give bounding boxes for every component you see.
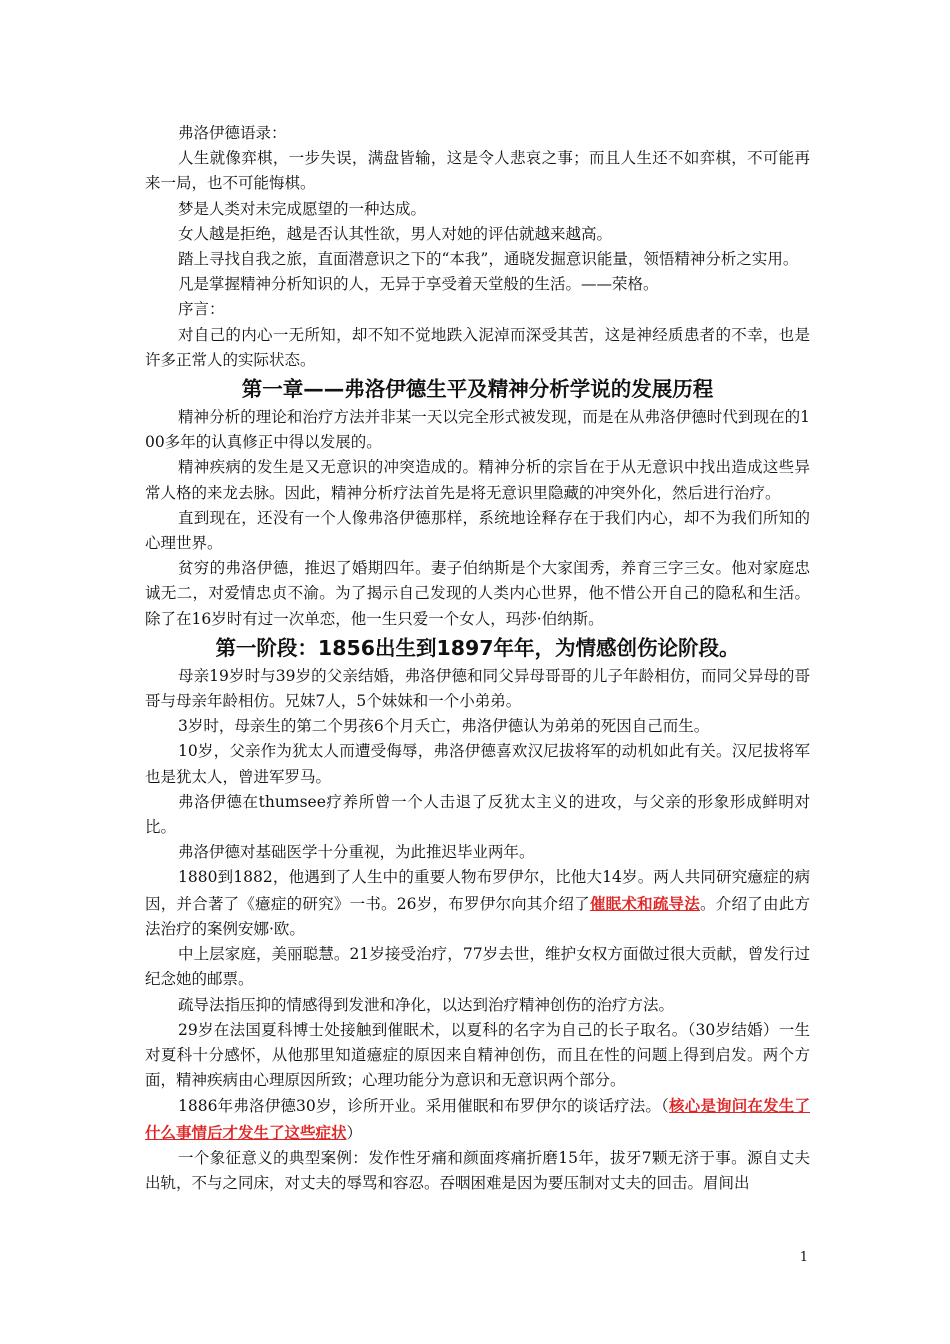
body-paragraph: 一个象征意义的典型案例：发作性牙痛和颜面疼痛折磨15年，拔牙7颗无济于事。源自丈夫出轨，不与之同床，对丈夫的辱骂和容忍。吞咽困难是因为要压制对丈夫的回击。眉间出 bbox=[145, 1148, 810, 1192]
quote-paragraph: 人生就像弈棋，一步失误，满盘皆输，这是令人悲哀之事；而且人生还不如弈棋，不可能再来一局，也不可能悔棋。 bbox=[145, 149, 810, 193]
body-paragraph: 3岁时，母亲生的第二个男孩6个月夭亡，弗洛伊德认为弟弟的死因自己而生。 bbox=[178, 717, 710, 736]
quote-heading: 弗洛伊德语录： bbox=[178, 124, 287, 142]
page-number: 1 bbox=[799, 1250, 808, 1265]
body-paragraph: 中上层家庭，美丽聪慧。21岁接受治疗，77岁去世，维护女权方面做过很大贡献，曾发行过纪念她的邮票。 bbox=[145, 945, 810, 989]
text-run: 1880到1882，他遇到了人生中的重要人物布罗伊尔，比他大14岁。两人共同研究癔症的病因，并合著了《癔症的研究》一书。26岁，布罗伊尔向其介绍了 bbox=[145, 868, 810, 913]
body-paragraph: 疏导法指压抑的情感得到发泄和净化，以达到治疗精神创伤的治疗方法。 bbox=[178, 995, 675, 1014]
body-paragraph-with-highlight bbox=[145, 1093, 810, 1145]
body-paragraph: 29岁在法国夏科博士处接触到催眠术，以夏科的名字为自己的长子取名。（30岁结婚）一生对夏科十分感怀，从他那里知道癔症的原因来自精神创伤，而且在性的问题上得到启发。两个方面，精神疾病由心理原因所致；心理功能分为意识和无意识两个部分。 bbox=[145, 1020, 810, 1090]
text-run: ） bbox=[346, 1123, 363, 1142]
quote-paragraph: 踏上寻找自我之旅，直面潜意识之下的“本我”，通晓发掘意识能量，领悟精神分析之实用。 bbox=[178, 250, 799, 269]
body-paragraph: 精神分析的理论和治疗方法并非某一天以完全形式被发现，而是在从弗洛伊德时代到现在的100多年的认真修正中得以发展的。 bbox=[145, 408, 810, 452]
stage-heading: 第一阶段：1856出生到1897年年，为情感创伤论阶段。 bbox=[215, 635, 740, 660]
body-paragraph: 弗洛伊德对基础医学十分重视，为此推迟毕业两年。 bbox=[178, 843, 535, 862]
body-paragraph: 弗洛伊德在thumsee疗养所曾一个人击退了反犹太主义的进攻，与父亲的形象形成鲜明对比。 bbox=[145, 792, 810, 837]
document-body bbox=[145, 121, 810, 1196]
body-paragraph: 10岁，父亲作为犹太人而遭受侮辱，弗洛伊德喜欢汉尼拔将军的动机如此有关。汉尼拔将军也是犹太人，曾进军罗马。 bbox=[145, 742, 810, 786]
body-paragraph: 精神疾病的发生是又无意识的冲突造成的。精神分析的宗旨在于从无意识中找出造成这些异常人格的来龙去脉。因此，精神分析疗法首先是将无意识里隐藏的冲突外化，然后进行治疗。 bbox=[145, 458, 810, 502]
body-paragraph-with-highlight bbox=[145, 865, 810, 942]
quote-paragraph: 凡是掌握精神分析知识的人，无异于享受着天堂般的生活。——荣格。 bbox=[178, 275, 659, 294]
text-run: 1886年弗洛伊德30岁，诊所开业。采用催眠和布罗伊尔的谈话疗法。（ bbox=[178, 1097, 669, 1116]
body-paragraph: 母亲19岁时与39岁的父亲结婚，弗洛伊德和同父异母哥哥的儿子年龄相仿，而同父异母的哥哥与母亲年龄相仿。兄妹7人，5个妹妹和一个小弟弟。 bbox=[145, 666, 810, 711]
highlighted-term: 核心是询问在发生了什么事情后才发生了这些症状 bbox=[145, 1096, 810, 1142]
quote-paragraph: 梦是人类对未完成愿望的一种达成。 bbox=[178, 199, 427, 218]
quote-paragraph: 女人越是拒绝，越是否认其性欲，男人对她的评估就越来越高。 bbox=[178, 224, 613, 243]
chapter-heading: 第一章——弗洛伊德生平及精神分析学说的发展历程 bbox=[241, 377, 714, 402]
highlighted-term: 催眠术和疏导法 bbox=[589, 893, 701, 913]
body-paragraph: 直到现在，还没有一个人像弗洛伊德那样，系统地诠释存在于我们内心，却不为我们所知的心理世界。 bbox=[145, 508, 810, 553]
preface-paragraph: 对自己的内心一无所知，却不知不觉地跌入泥淖而深受其苦，这是神经质患者的不幸，也是许多正常人的实际状态。 bbox=[145, 325, 810, 369]
preface-heading: 序言： bbox=[178, 300, 225, 319]
text-run: 。介绍了由此方法治疗的案例安娜·欧。 bbox=[145, 894, 810, 938]
body-paragraph: 贫穷的弗洛伊德，推迟了婚期四年。妻子伯纳斯是个大家闺秀，养育三字三女。他对家庭忠诚无二，对爱情忠贞不渝。为了揭示自己发现的人类内心世界，他不惜公开自己的隐私和生活。除了在16岁时有过一次单恋，他一生只爱一个女人，玛莎·伯纳斯。 bbox=[145, 559, 810, 628]
